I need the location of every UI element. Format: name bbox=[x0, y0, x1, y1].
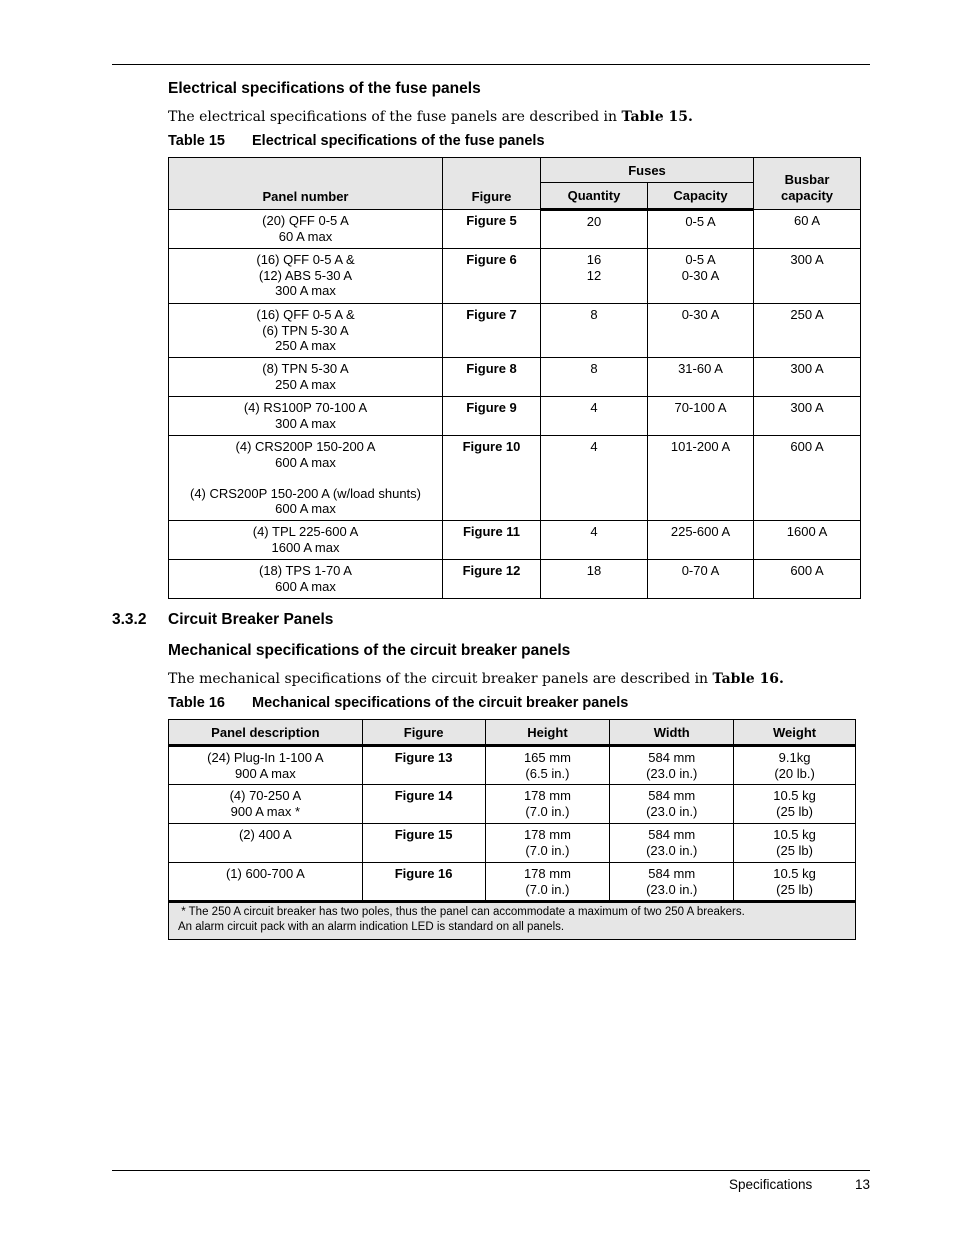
cell-line: (6.5 in.) bbox=[525, 765, 570, 781]
figure-link-cell[interactable]: Figure 10 bbox=[443, 436, 541, 521]
cell-line: (12) ABS 5-30 A bbox=[258, 267, 353, 283]
table-row bbox=[169, 304, 861, 358]
footnote-line-1: * The 250 A circuit breaker has two poles, thus the panel can accommodate a maximum of two 250 A breakers. bbox=[178, 906, 745, 918]
cell-line: (2) 400 A bbox=[238, 827, 292, 842]
width-cell bbox=[610, 785, 734, 824]
cell-line: (4) CRS200P 150-200 A bbox=[235, 439, 376, 454]
cell-line: (23.0 in.) bbox=[646, 765, 698, 781]
table-footnote-row bbox=[169, 902, 856, 940]
cell-line: (24) Plug-In 1-100 A bbox=[207, 750, 324, 765]
cell-line: 4 bbox=[590, 439, 598, 454]
table16-breaker-mechanical bbox=[168, 719, 856, 940]
cell-line: 10.5 kg bbox=[773, 788, 816, 803]
busbar-cell: 600 A bbox=[754, 436, 861, 521]
table-row bbox=[169, 210, 861, 249]
cell-line: 0-5 A bbox=[685, 252, 716, 267]
section-title: Circuit Breaker Panels bbox=[168, 611, 334, 628]
cell-line: (18) TPS 1-70 A bbox=[259, 563, 352, 578]
cell-line: (20) QFF 0-5 A bbox=[262, 213, 349, 228]
cell-line: (23.0 in.) bbox=[646, 881, 698, 897]
cell-line: 4 bbox=[590, 524, 598, 539]
weight-cell bbox=[734, 824, 856, 863]
footnote-line-2: An alarm circuit pack with an alarm indication LED is standard on all panels. bbox=[178, 921, 565, 933]
capacity-cell bbox=[648, 358, 754, 397]
table16-footnote bbox=[169, 902, 856, 940]
cell-line: (8) TPN 5-30 A bbox=[262, 361, 349, 376]
section-number: 3.3.2 bbox=[112, 611, 147, 628]
height-cell bbox=[485, 785, 610, 824]
cell-line: 0-70 A bbox=[681, 563, 720, 578]
cell-line: 8 bbox=[590, 361, 598, 376]
capacity-cell bbox=[648, 560, 754, 599]
panel-cell bbox=[169, 397, 443, 436]
width-cell bbox=[610, 863, 734, 902]
table-row bbox=[169, 560, 861, 599]
cell-line: (23.0 in.) bbox=[646, 842, 698, 858]
cell-line: (4) 70-250 A bbox=[229, 788, 302, 803]
cell-line: 600 A max bbox=[275, 454, 336, 470]
cell-line: (7.0 in.) bbox=[525, 881, 570, 897]
cell-line: (25 lb) bbox=[776, 842, 813, 858]
capacity-cell bbox=[648, 397, 754, 436]
cell-line: 10.5 kg bbox=[773, 866, 816, 881]
capacity-cell bbox=[648, 436, 754, 521]
footer-rule bbox=[112, 1170, 870, 1171]
table-row bbox=[169, 746, 856, 785]
weight-cell bbox=[734, 785, 856, 824]
description-cell bbox=[169, 746, 363, 785]
cell-line: (1) 600-700 A bbox=[225, 866, 305, 881]
table15-caption bbox=[168, 133, 545, 149]
cell-line: (20 lb.) bbox=[774, 765, 815, 781]
cell-line: 584 mm bbox=[648, 750, 696, 765]
cell-line: (23.0 in.) bbox=[646, 803, 698, 819]
cell-line: 10.5 kg bbox=[773, 827, 816, 842]
description-cell bbox=[169, 785, 363, 824]
busbar-cell: 1600 A bbox=[754, 521, 861, 560]
cell-line: 0-30 A bbox=[681, 307, 720, 322]
cell-line: 20 bbox=[586, 214, 602, 229]
cell-line: (25 lb) bbox=[776, 881, 813, 897]
cell-line: 900 A max bbox=[235, 765, 296, 781]
panel-cell bbox=[169, 560, 443, 599]
table16-header-weight: Weight bbox=[734, 720, 856, 746]
figure-link-cell[interactable]: Figure 6 bbox=[443, 249, 541, 304]
cell-line: 600 A max bbox=[275, 501, 336, 516]
table16-header-height: Height bbox=[485, 720, 610, 746]
cell-line: 600 A max bbox=[275, 578, 336, 594]
cell-line: 1600 A max bbox=[271, 539, 340, 555]
cell-line: (7.0 in.) bbox=[525, 803, 570, 819]
quantity-cell bbox=[541, 358, 648, 397]
panel-cell bbox=[169, 358, 443, 397]
table15-header-capacity: Capacity bbox=[648, 183, 754, 210]
table-row bbox=[169, 785, 856, 824]
figure-link-cell[interactable]: Figure 11 bbox=[443, 521, 541, 560]
table15-header-quantity: Quantity bbox=[541, 183, 648, 210]
quantity-cell bbox=[541, 397, 648, 436]
panel-cell bbox=[169, 521, 443, 560]
panel-cell bbox=[169, 436, 443, 521]
table16-caption-number: Table 16 bbox=[168, 695, 225, 711]
height-cell bbox=[485, 746, 610, 785]
quantity-cell bbox=[541, 560, 648, 599]
height-cell bbox=[485, 863, 610, 902]
capacity-cell bbox=[648, 304, 754, 358]
cell-line: 584 mm bbox=[648, 788, 696, 803]
cell-line: 4 bbox=[590, 400, 598, 415]
cell-line: 70-100 A bbox=[674, 400, 727, 415]
footer-page-number: 13 bbox=[855, 1177, 871, 1192]
busbar-cell: 600 A bbox=[754, 560, 861, 599]
cell-line: 0-5 A bbox=[685, 214, 716, 229]
cell-line: (16) QFF 0-5 A & bbox=[256, 252, 355, 267]
cell-line: 300 A max bbox=[275, 415, 336, 431]
figure-link-cell[interactable]: Figure 16 bbox=[362, 863, 485, 902]
table15-header-busbar-capacity bbox=[754, 158, 861, 210]
figure-link-cell[interactable]: Figure 13 bbox=[362, 746, 485, 785]
figure-link-cell[interactable]: Figure 14 bbox=[362, 785, 485, 824]
section-heading-circuit-breaker bbox=[112, 611, 333, 629]
figure-link-cell[interactable]: Figure 12 bbox=[443, 560, 541, 599]
table16-header-width: Width bbox=[610, 720, 734, 746]
busbar-cell: 300 A bbox=[754, 397, 861, 436]
cell-line: (4) CRS200P 150-200 A (w/load shunts) bbox=[189, 485, 421, 501]
cell-line: (25 lb) bbox=[776, 803, 813, 819]
cell-line: 31-60 A bbox=[678, 361, 723, 376]
cell-line: 18 bbox=[586, 563, 602, 578]
section-heading-fuse-electrical: Electrical specifications of the fuse panels bbox=[168, 80, 481, 97]
busbar-cell: 60 A bbox=[754, 210, 861, 249]
cell-line: 178 mm bbox=[523, 788, 571, 803]
cell-line: (16) QFF 0-5 A & bbox=[256, 307, 355, 322]
table-row bbox=[169, 249, 861, 304]
table-row bbox=[169, 521, 861, 560]
table-row bbox=[169, 824, 856, 863]
quantity-cell bbox=[541, 304, 648, 358]
breaker-intro-text: The mechanical specifications of the circuit breaker panels are described in bbox=[168, 671, 713, 687]
figure-link-cell[interactable]: Figure 8 bbox=[443, 358, 541, 397]
table16-header-description: Panel description bbox=[169, 720, 363, 746]
capacity-cell bbox=[648, 521, 754, 560]
height-cell bbox=[485, 824, 610, 863]
table-row bbox=[169, 397, 861, 436]
quantity-cell bbox=[541, 249, 648, 304]
cell-line: 60 A max bbox=[278, 228, 333, 244]
footer-section-name: Specifications bbox=[729, 1177, 813, 1192]
panel-cell bbox=[169, 249, 443, 304]
busbar-cell: 300 A bbox=[754, 249, 861, 304]
table15-fuse-electrical bbox=[168, 157, 861, 599]
table16-caption-title: Mechanical specifications of the circuit breaker panels bbox=[252, 695, 629, 711]
cell-line: 300 A max bbox=[275, 283, 336, 298]
table15-reference[interactable]: Table 15. bbox=[621, 109, 693, 125]
cell-line: 165 mm bbox=[523, 750, 571, 765]
cell-line: 101-200 A bbox=[670, 439, 731, 454]
cell-line: (7.0 in.) bbox=[525, 842, 570, 858]
busbar-header-line-2: capacity bbox=[780, 188, 834, 203]
busbar-header-line-1: Busbar bbox=[784, 172, 830, 187]
cell-line: (4) TPL 225-600 A bbox=[252, 524, 359, 539]
cell-line: (4) RS100P 70-100 A bbox=[243, 400, 368, 415]
description-cell bbox=[169, 863, 363, 902]
cell-line: 250 A max bbox=[275, 376, 336, 392]
cell-line: 900 A max * bbox=[230, 803, 301, 819]
cell-line: 12 bbox=[586, 267, 602, 283]
quantity-cell bbox=[541, 521, 648, 560]
busbar-cell: 250 A bbox=[754, 304, 861, 358]
table16-caption bbox=[168, 695, 628, 711]
cell-line: 225-600 A bbox=[670, 524, 731, 539]
quantity-cell bbox=[541, 210, 648, 249]
figure-link-cell[interactable]: Figure 5 bbox=[443, 210, 541, 249]
panel-cell bbox=[169, 210, 443, 249]
header-rule bbox=[112, 64, 870, 65]
cell-line: 584 mm bbox=[648, 827, 696, 842]
capacity-cell bbox=[648, 210, 754, 249]
cell-line: 584 mm bbox=[648, 866, 696, 881]
table15-caption-title: Electrical specifications of the fuse panels bbox=[252, 133, 545, 149]
section-heading-breaker-mechanical: Mechanical specifications of the circuit breaker panels bbox=[168, 642, 571, 659]
capacity-cell bbox=[648, 249, 754, 304]
cell-line: 16 bbox=[586, 252, 602, 267]
cell-line: 8 bbox=[590, 307, 598, 322]
weight-cell bbox=[734, 863, 856, 902]
cell-line bbox=[169, 470, 442, 486]
width-cell bbox=[610, 746, 734, 785]
cell-line: 250 A max bbox=[275, 338, 336, 353]
table15-header-panel-number: Panel number bbox=[169, 158, 443, 210]
cell-line: 178 mm bbox=[523, 866, 571, 881]
fuse-intro-text: The electrical specifications of the fuse panels are described in bbox=[168, 109, 622, 125]
table15-header-fuses: Fuses bbox=[541, 158, 754, 183]
panel-cell bbox=[169, 304, 443, 358]
width-cell bbox=[610, 824, 734, 863]
figure-link-cell[interactable]: Figure 15 bbox=[362, 824, 485, 863]
table16-header-figure: Figure bbox=[362, 720, 485, 746]
quantity-cell bbox=[541, 436, 648, 521]
cell-line: 178 mm bbox=[523, 827, 571, 842]
fuse-intro-paragraph bbox=[168, 109, 693, 125]
cell-line: 0-30 A bbox=[681, 267, 720, 283]
table-row bbox=[169, 358, 861, 397]
table15-caption-number: Table 15 bbox=[168, 133, 225, 149]
breaker-intro-paragraph bbox=[168, 671, 784, 687]
figure-link-cell[interactable]: Figure 9 bbox=[443, 397, 541, 436]
description-cell bbox=[169, 824, 363, 863]
table16-reference[interactable]: Table 16. bbox=[712, 671, 784, 687]
cell-line: 9.1kg bbox=[778, 750, 811, 765]
cell-line: (6) TPN 5-30 A bbox=[262, 322, 349, 338]
weight-cell bbox=[734, 746, 856, 785]
table-row bbox=[169, 863, 856, 902]
figure-link-cell[interactable]: Figure 7 bbox=[443, 304, 541, 358]
table-row bbox=[169, 436, 861, 521]
busbar-cell: 300 A bbox=[754, 358, 861, 397]
table15-header-figure: Figure bbox=[443, 158, 541, 210]
